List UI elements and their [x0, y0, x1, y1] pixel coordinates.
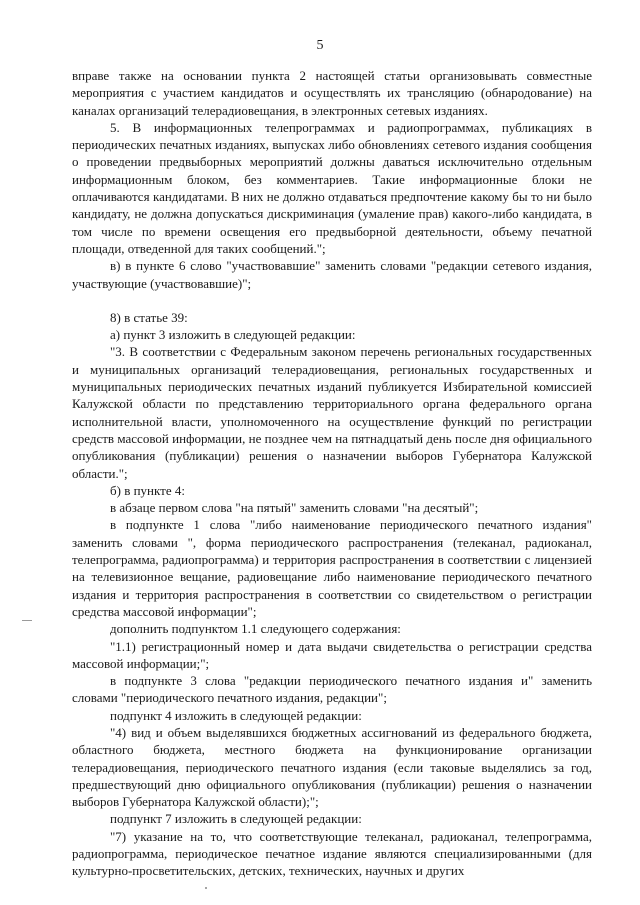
paragraph: в) в пункте 6 слово "участвовавшие" заменить словами "редакции сетевого издания, участвующие (участвовавшие)"; [72, 258, 592, 291]
margin-mark [22, 620, 32, 621]
paragraph: б) в пункте 4: [110, 482, 185, 498]
paragraph: "3. В соответствии с Федеральным законом перечень региональных государственных и муниципальных организаций телерадиовещания, региональных государственных и муниципальных периодических печатных изданий публикуется Избирательной комиссией Калужской области по представлению территориального органа федерального органа исполнительной власти, уполномоченного на осуществление функций по регистрации средств массовой информации, не позднее чем на пятнадцатый день после дня официального опубликования (публикации) решения о назначении выборов Губернатора Калужской области."; [72, 344, 592, 481]
scan-speck [205, 887, 207, 889]
paragraph: "4) вид и объем выделявшихся бюджетных ассигнований из федерального бюджета, областного бюджета, местного бюджета на функционирование организации телерадиовещания, периодического печатного издания (если таковые выделялись за год, предшествующий дню официального опубликования (публикации) решения о назначении выборов Губернатора Калужской области);"; [72, 724, 592, 810]
paragraph: "1.1) регистрационный номер и дата выдачи свидетельства о регистрации средства массовой информации;"; [72, 638, 592, 671]
paragraph: а) пункт 3 изложить в следующей редакции: [110, 327, 356, 343]
document-body [72, 67, 592, 880]
paragraph: 8) в статье 39: [110, 309, 188, 325]
paragraph: вправе также на основании пункта 2 настоящей статьи организовывать совместные мероприятия с участием кандидатов и осуществлять их трансляцию (обнародование) на каналах организаций телерадиовещания, в электронных сетевых изданиях. [72, 68, 592, 118]
paragraph: в подпункте 1 слова "либо наименование периодического печатного издания" заменить словами ", форма периодического распространения (телеканал, радиоканал, телепрограмма, радиопрограмма) и территория распространения в соответствии с лицензией на телевизионное вещание, радиовещание либо наименование периодического печатного издания и территория распространения в соответствии со свидетельством о регистрации средства массовой информации"; [72, 517, 592, 619]
page-number: 5 [316, 38, 324, 53]
paragraph: дополнить подпунктом 1.1 следующего содержания: [110, 621, 401, 637]
paragraph: в подпункте 3 слова "редакции периодического печатного издания и" заменить словами "периодического печатного издания, редакции"; [72, 673, 592, 706]
paragraph: подпункт 7 изложить в следующей редакции: [110, 811, 362, 827]
paragraph: в абзаце первом слова "на пятый" заменить словами "на десятый"; [110, 500, 479, 516]
paragraph: 5. В информационных телепрограммах и радиопрограммах, публикациях в периодических печатных изданиях, выпусках либо обновлениях сетевого издания сообщения о проведении предвыборных мероприятий должны даваться исключительно отдельным информационным блоком, без комментариев. Такие информационные блоки не оплачиваются кандидатами. В них не должно отдаваться предпочтение какому бы то ни было кандидату, не должна допускаться дискриминация (умаление прав) какого-либо кандидата, в том числе по времени освещения его предвыборной деятельности, объему печатной площади, отведенной для таких сообщений."; [72, 119, 592, 256]
paragraph: "7) указание на то, что соответствующие телеканал, радиоканал, телепрограмма, радиопрограмма, периодическое печатное издание являются специализированными (для культурно-просветительских, детских, технических, научных и других [72, 828, 592, 879]
paragraph: подпункт 4 изложить в следующей редакции: [110, 707, 362, 723]
